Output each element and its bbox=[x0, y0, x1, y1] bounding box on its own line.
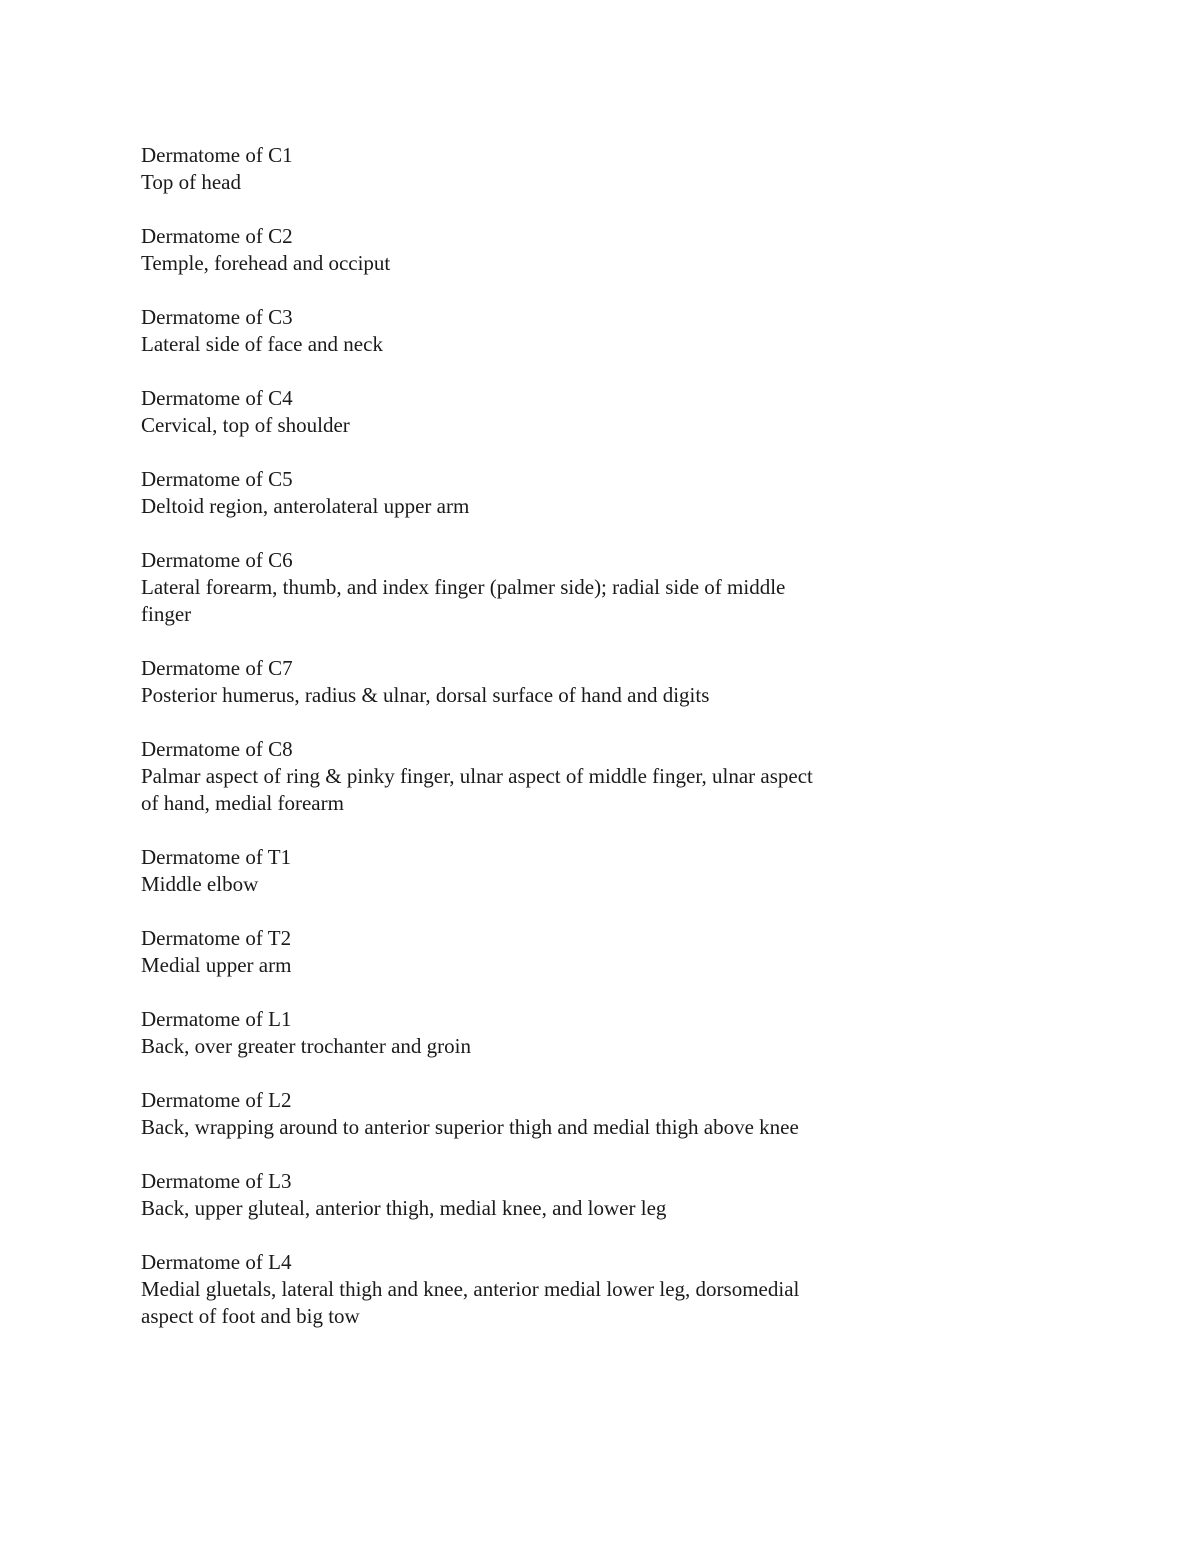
entry-c6 bbox=[141, 547, 821, 628]
document-page bbox=[141, 142, 821, 1357]
entry-c1 bbox=[141, 142, 821, 196]
entry-term: Dermatome of C5 bbox=[141, 467, 293, 491]
entry-definition: Posterior humerus, radius & ulnar, dorsal surface of hand and digits bbox=[141, 683, 710, 707]
entry-term: Dermatome of C7 bbox=[141, 656, 293, 680]
entry-definition: Deltoid region, anterolateral upper arm bbox=[141, 494, 470, 518]
entry-l1 bbox=[141, 1006, 821, 1060]
entry-definition: Medial gluetals, lateral thigh and knee, anterior medial lower leg, dorsomedial aspect of foot and big tow bbox=[141, 1277, 800, 1328]
entry-term: Dermatome of C2 bbox=[141, 224, 293, 248]
entry-t1 bbox=[141, 844, 821, 898]
entry-term: Dermatome of L1 bbox=[141, 1007, 292, 1031]
entry-term: Dermatome of T2 bbox=[141, 926, 292, 950]
entry-term: Dermatome of C3 bbox=[141, 305, 293, 329]
entry-c3 bbox=[141, 304, 821, 358]
entry-definition: Cervical, top of shoulder bbox=[141, 413, 350, 437]
entry-term: Dermatome of C1 bbox=[141, 143, 293, 167]
entry-term: Dermatome of L3 bbox=[141, 1169, 292, 1193]
entry-definition: Palmar aspect of ring & pinky finger, ulnar aspect of middle finger, ulnar aspect of hand, medial forearm bbox=[141, 764, 813, 815]
entry-definition: Top of head bbox=[141, 170, 241, 194]
entry-definition: Temple, forehead and occiput bbox=[141, 251, 391, 275]
entry-definition: Back, over greater trochanter and groin bbox=[141, 1034, 472, 1058]
entry-definition: Lateral side of face and neck bbox=[141, 332, 383, 356]
entry-definition: Back, wrapping around to anterior superior thigh and medial thigh above knee bbox=[141, 1115, 799, 1139]
entry-c5 bbox=[141, 466, 821, 520]
entry-definition: Lateral forearm, thumb, and index finger (palmer side); radial side of middle finger bbox=[141, 575, 786, 626]
entry-c4 bbox=[141, 385, 821, 439]
entry-l2 bbox=[141, 1087, 821, 1141]
entry-l4 bbox=[141, 1249, 821, 1330]
entry-term: Dermatome of C6 bbox=[141, 548, 293, 572]
entry-definition: Medial upper arm bbox=[141, 953, 292, 977]
entry-c8 bbox=[141, 736, 821, 817]
entry-c7 bbox=[141, 655, 821, 709]
entry-term: Dermatome of C8 bbox=[141, 737, 293, 761]
entry-term: Dermatome of C4 bbox=[141, 386, 293, 410]
entry-t2 bbox=[141, 925, 821, 979]
entry-term: Dermatome of T1 bbox=[141, 845, 292, 869]
entry-c2 bbox=[141, 223, 821, 277]
entry-l3 bbox=[141, 1168, 821, 1222]
entry-term: Dermatome of L2 bbox=[141, 1088, 292, 1112]
entry-definition: Back, upper gluteal, anterior thigh, medial knee, and lower leg bbox=[141, 1196, 667, 1220]
entry-term: Dermatome of L4 bbox=[141, 1250, 292, 1274]
entry-definition: Middle elbow bbox=[141, 872, 259, 896]
